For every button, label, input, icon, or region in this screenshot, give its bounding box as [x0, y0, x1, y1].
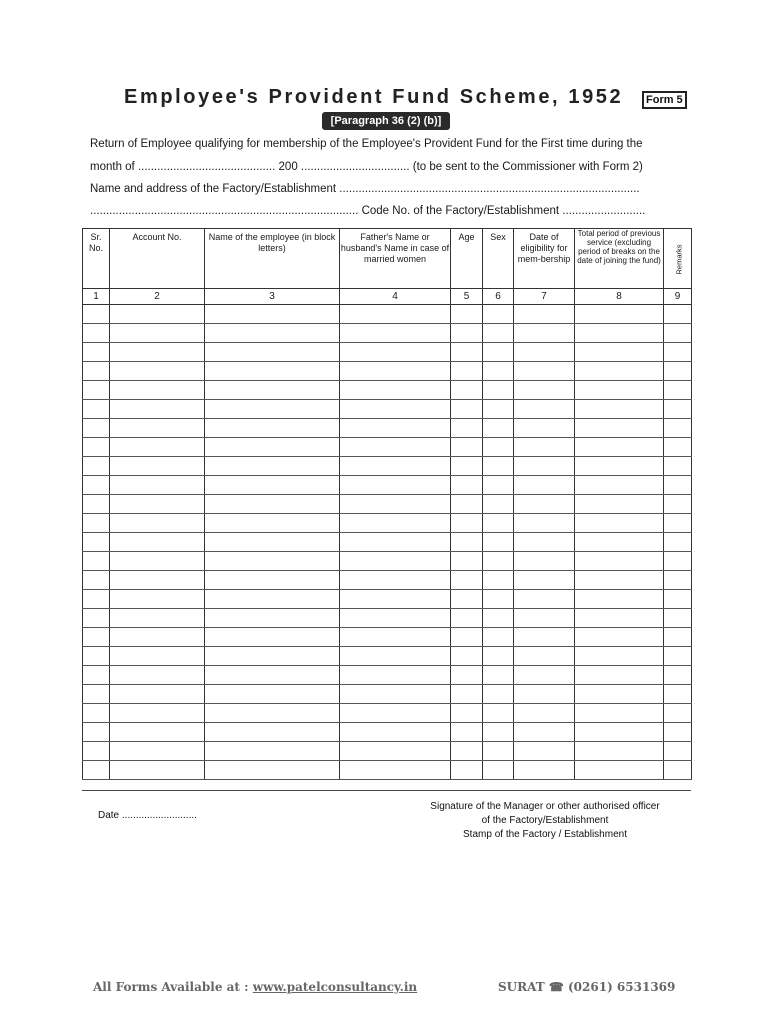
column-number: 9 [664, 289, 692, 305]
table-cell [451, 628, 483, 647]
table-cell [575, 495, 664, 514]
remarks-label: Remarks [674, 244, 684, 275]
table-cell [340, 419, 451, 438]
table-cell [451, 533, 483, 552]
table-cell [575, 419, 664, 438]
table-row [83, 628, 692, 647]
table-cell [83, 324, 110, 343]
table-cell [205, 362, 340, 381]
table-cell [83, 419, 110, 438]
table-cell [110, 495, 205, 514]
table-cell [575, 704, 664, 723]
table-cell [83, 704, 110, 723]
table-cell [205, 685, 340, 704]
column-number: 1 [83, 289, 110, 305]
header-date-eligibility: Date of eligibility for mem-bership [514, 229, 575, 289]
header-account-no: Account No. [110, 229, 205, 289]
table-cell [514, 305, 575, 324]
table-row [83, 381, 692, 400]
column-number: 2 [110, 289, 205, 305]
table-row [83, 761, 692, 780]
table-cell [205, 628, 340, 647]
table-cell [575, 457, 664, 476]
table-cell [575, 609, 664, 628]
table-cell [340, 305, 451, 324]
table-cell [575, 533, 664, 552]
table-cell [664, 457, 692, 476]
table-cell [664, 761, 692, 780]
table-cell [451, 704, 483, 723]
table-cell [575, 438, 664, 457]
header-previous-service: Total period of previous service (excluding period of breaks on the date of joining the fund) [575, 229, 664, 289]
table-cell [110, 704, 205, 723]
table-cell [483, 666, 514, 685]
table-cell [340, 723, 451, 742]
table-cell [575, 305, 664, 324]
table-cell [483, 495, 514, 514]
table-cell [483, 457, 514, 476]
table-cell [514, 533, 575, 552]
table-row [83, 476, 692, 495]
table-cell [483, 609, 514, 628]
table-cell [83, 476, 110, 495]
table-cell [340, 533, 451, 552]
table-cell [514, 685, 575, 704]
table-cell [664, 476, 692, 495]
table-cell [205, 647, 340, 666]
table-cell [664, 647, 692, 666]
table-cell [110, 628, 205, 647]
table-cell [340, 552, 451, 571]
table-cell [451, 609, 483, 628]
table-cell [340, 571, 451, 590]
footer-available [93, 980, 417, 994]
table-cell [664, 552, 692, 571]
table-cell [110, 723, 205, 742]
table-cell [340, 761, 451, 780]
table-cell [83, 723, 110, 742]
header-sr-no: Sr. No. [83, 229, 110, 289]
table-cell [664, 419, 692, 438]
table-cell [575, 381, 664, 400]
table-cell [451, 495, 483, 514]
table-cell [110, 761, 205, 780]
table-row [83, 685, 692, 704]
table-cell [110, 533, 205, 552]
table-cell [664, 590, 692, 609]
table-cell [575, 666, 664, 685]
table-cell [340, 381, 451, 400]
signature-line-2: of the Factory/Establishment [481, 815, 609, 826]
table-cell [664, 704, 692, 723]
table-cell [514, 609, 575, 628]
column-number: 3 [205, 289, 340, 305]
table-cell [110, 381, 205, 400]
table-cell [514, 419, 575, 438]
signature-block [400, 800, 690, 842]
table-cell [83, 495, 110, 514]
divider [82, 790, 691, 791]
table-cell [451, 457, 483, 476]
table-cell [451, 571, 483, 590]
table-cell [514, 457, 575, 476]
table-cell [205, 495, 340, 514]
table-cell [514, 666, 575, 685]
table-row [83, 571, 692, 590]
table-cell [340, 362, 451, 381]
table-cell [110, 685, 205, 704]
table-cell [110, 343, 205, 362]
table-cell [110, 362, 205, 381]
table-row [83, 400, 692, 419]
table-cell [205, 533, 340, 552]
table-cell [83, 590, 110, 609]
table-cell [451, 438, 483, 457]
table-cell [110, 400, 205, 419]
table-cell [205, 704, 340, 723]
table-row [83, 533, 692, 552]
table-cell [340, 457, 451, 476]
header-father-name: Father's Name or husband's Name in case of married women [340, 229, 451, 289]
footer-prefix: All Forms Available at : [93, 980, 249, 994]
intro-line-3: Name and address of the Factory/Establishment .............................................................................................. [90, 183, 640, 195]
table-cell [340, 742, 451, 761]
employee-table [82, 228, 692, 780]
table-cell [83, 457, 110, 476]
table-header-row [83, 229, 692, 289]
table-cell [514, 324, 575, 343]
table-cell [514, 590, 575, 609]
table-cell [514, 761, 575, 780]
column-number: 4 [340, 289, 451, 305]
table-cell [340, 590, 451, 609]
table-cell [664, 628, 692, 647]
table-cell [514, 723, 575, 742]
table-row [83, 495, 692, 514]
table-cell [205, 343, 340, 362]
table-cell [483, 552, 514, 571]
table-cell [575, 723, 664, 742]
table-cell [451, 400, 483, 419]
column-number: 8 [575, 289, 664, 305]
table-cell [83, 305, 110, 324]
table-row [83, 324, 692, 343]
table-cell [451, 514, 483, 533]
table-cell [483, 400, 514, 419]
table-cell [514, 476, 575, 495]
table-cell [483, 723, 514, 742]
table-cell [451, 723, 483, 742]
table-cell [483, 704, 514, 723]
table-cell [514, 647, 575, 666]
table-cell [664, 723, 692, 742]
table-cell [110, 590, 205, 609]
table-cell [664, 400, 692, 419]
table-cell [575, 571, 664, 590]
table-cell [83, 647, 110, 666]
table-cell [205, 419, 340, 438]
table-cell [340, 704, 451, 723]
table-cell [514, 495, 575, 514]
table-cell [205, 457, 340, 476]
table-cell [451, 552, 483, 571]
header-sex: Sex [483, 229, 514, 289]
intro-line-2: month of ........................................... 200 .................................. (to be sent to the Commissioner with Form 2) [90, 161, 643, 173]
title-row [124, 86, 694, 114]
table-cell [575, 362, 664, 381]
table-cell [340, 438, 451, 457]
table-cell [483, 343, 514, 362]
table-cell [340, 685, 451, 704]
table-cell [664, 742, 692, 761]
table-cell [575, 324, 664, 343]
header-employee-name: Name of the employee (in block letters) [205, 229, 340, 289]
table-row [83, 438, 692, 457]
table-cell [514, 704, 575, 723]
form-number-badge: Form 5 [642, 91, 687, 109]
table-cell [205, 552, 340, 571]
intro-line-4: .................................................................................... Code No. of the Factory/Establishment .......................... [90, 205, 646, 217]
table-cell [340, 343, 451, 362]
website-link[interactable]: www.patelconsultancy.in [252, 980, 418, 994]
table-cell [575, 742, 664, 761]
table-cell [340, 324, 451, 343]
table-cell [664, 533, 692, 552]
table-cell [514, 343, 575, 362]
table-cell [451, 666, 483, 685]
table-cell [483, 590, 514, 609]
table-cell [664, 362, 692, 381]
table-cell [110, 552, 205, 571]
table-cell [483, 324, 514, 343]
table-cell [83, 685, 110, 704]
table-cell [451, 362, 483, 381]
table-row [83, 514, 692, 533]
table-cell [514, 362, 575, 381]
stamp-line: Stamp of the Factory / Establishment [463, 829, 627, 840]
table-cell [83, 628, 110, 647]
table-cell [205, 761, 340, 780]
table-cell [340, 647, 451, 666]
table-row [83, 723, 692, 742]
table-cell [110, 324, 205, 343]
table-cell [451, 761, 483, 780]
column-number: 5 [451, 289, 483, 305]
table-cell [483, 628, 514, 647]
table-cell [514, 438, 575, 457]
table-cell [205, 381, 340, 400]
table-row [83, 552, 692, 571]
table-cell [575, 552, 664, 571]
table-row [83, 742, 692, 761]
table-cell [483, 514, 514, 533]
table-cell [664, 685, 692, 704]
table-cell [664, 438, 692, 457]
header-remarks [664, 229, 692, 289]
table-cell [575, 761, 664, 780]
table-cell [575, 514, 664, 533]
table-cell [664, 495, 692, 514]
table-cell [664, 609, 692, 628]
table-row [83, 362, 692, 381]
table-cell [483, 381, 514, 400]
table-cell [483, 742, 514, 761]
table-cell [205, 590, 340, 609]
table-cell [664, 666, 692, 685]
table-cell [514, 628, 575, 647]
table-cell [514, 552, 575, 571]
table-cell [340, 495, 451, 514]
table-cell [514, 742, 575, 761]
table-cell [83, 400, 110, 419]
form-title: Employee's Provident Fund Scheme, 1952 [124, 86, 624, 108]
table-cell [575, 343, 664, 362]
table-cell [83, 571, 110, 590]
table-cell [451, 381, 483, 400]
column-number: 6 [483, 289, 514, 305]
table-cell [340, 666, 451, 685]
table-cell [664, 324, 692, 343]
table-cell [483, 533, 514, 552]
table-cell [205, 400, 340, 419]
table-cell [83, 438, 110, 457]
header-age: Age [451, 229, 483, 289]
table-cell [575, 476, 664, 495]
table-cell [205, 324, 340, 343]
table-cell [83, 761, 110, 780]
table-cell [483, 362, 514, 381]
table-cell [664, 571, 692, 590]
table-cell [205, 723, 340, 742]
table-cell [664, 305, 692, 324]
column-number-row [83, 289, 692, 305]
table-cell [110, 647, 205, 666]
table-cell [514, 514, 575, 533]
table-cell [83, 362, 110, 381]
table-cell [205, 609, 340, 628]
table-cell [575, 628, 664, 647]
table-cell [451, 419, 483, 438]
table-cell [664, 514, 692, 533]
footer-contact: SURAT ☎ (0261) 6531369 [498, 980, 676, 994]
table-cell [83, 381, 110, 400]
table-cell [483, 305, 514, 324]
table-cell [483, 419, 514, 438]
table-cell [451, 324, 483, 343]
table-cell [340, 628, 451, 647]
column-number: 7 [514, 289, 575, 305]
table-cell [575, 590, 664, 609]
table-row [83, 647, 692, 666]
table-cell [664, 381, 692, 400]
table-cell [205, 742, 340, 761]
table-cell [83, 742, 110, 761]
table-cell [575, 647, 664, 666]
table-cell [205, 476, 340, 495]
table-row [83, 590, 692, 609]
table-cell [483, 438, 514, 457]
table-cell [83, 552, 110, 571]
table-row [83, 419, 692, 438]
table-cell [110, 476, 205, 495]
table-cell [83, 533, 110, 552]
table-row [83, 704, 692, 723]
table-row [83, 609, 692, 628]
table-cell [575, 400, 664, 419]
table-cell [451, 343, 483, 362]
table-row [83, 457, 692, 476]
table-cell [451, 590, 483, 609]
table-cell [514, 571, 575, 590]
table-cell [83, 343, 110, 362]
table-cell [83, 514, 110, 533]
table-cell [483, 647, 514, 666]
table-row [83, 343, 692, 362]
table-cell [483, 571, 514, 590]
table-cell [340, 476, 451, 495]
table-cell [664, 343, 692, 362]
table-cell [451, 742, 483, 761]
table-row [83, 305, 692, 324]
table-cell [575, 685, 664, 704]
table-cell [340, 400, 451, 419]
table-cell [110, 571, 205, 590]
table-cell [205, 571, 340, 590]
date-field: Date ........................... [98, 810, 197, 821]
table-cell [110, 514, 205, 533]
signature-line-1: Signature of the Manager or other authorised officer [430, 801, 660, 812]
table-cell [514, 400, 575, 419]
table-cell [205, 514, 340, 533]
table-cell [110, 609, 205, 628]
table-cell [483, 685, 514, 704]
table-cell [340, 609, 451, 628]
table-cell [110, 666, 205, 685]
table-cell [110, 742, 205, 761]
table-cell [110, 457, 205, 476]
table-cell [451, 305, 483, 324]
table-cell [110, 438, 205, 457]
table-cell [451, 647, 483, 666]
table-cell [205, 305, 340, 324]
table-cell [451, 685, 483, 704]
table-cell [110, 305, 205, 324]
table-cell [205, 666, 340, 685]
table-cell [483, 476, 514, 495]
table-cell [83, 666, 110, 685]
table-cell [83, 609, 110, 628]
table-cell [110, 419, 205, 438]
table-cell [514, 381, 575, 400]
table-cell [483, 761, 514, 780]
table-row [83, 666, 692, 685]
paragraph-badge: [Paragraph 36 (2) (b)] [322, 112, 450, 130]
table-cell [205, 438, 340, 457]
intro-line-1: Return of Employee qualifying for membership of the Employee's Provident Fund for the First time during the [90, 138, 643, 150]
table-cell [451, 476, 483, 495]
table-cell [340, 514, 451, 533]
